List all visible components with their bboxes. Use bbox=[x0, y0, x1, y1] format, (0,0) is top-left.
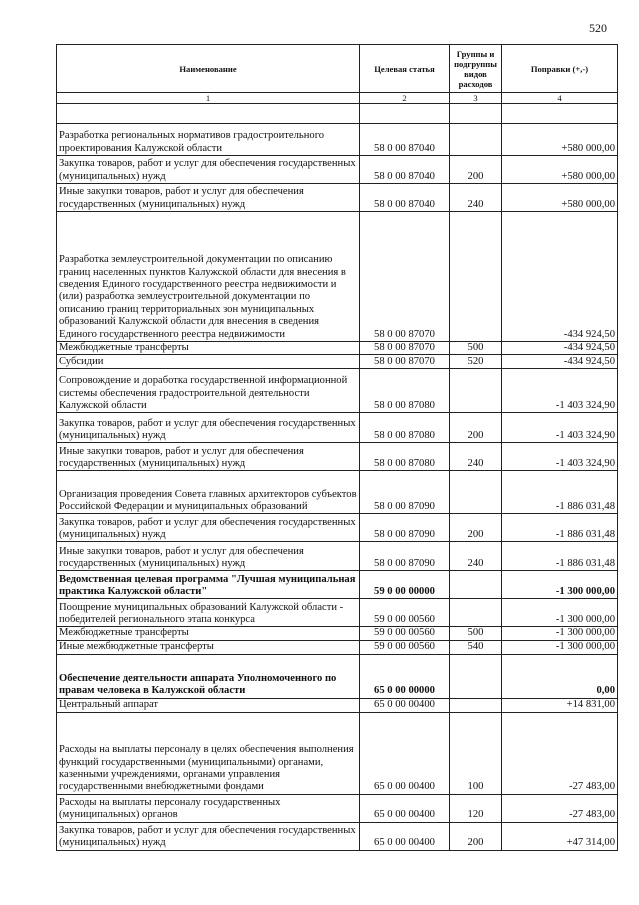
row-name: Сопровождение и доработка государственной информационной системы обеспечения градостроительной деятельности Калужской области bbox=[57, 369, 360, 413]
row-name: Организация проведения Совета главных архитекторов субъектов Российской Федерации и муниципальных образований bbox=[57, 471, 360, 514]
row-target-code: 58 0 00 87040 bbox=[360, 184, 450, 212]
row-target-code: 59 0 00 00560 bbox=[360, 640, 450, 654]
column-number: 1 bbox=[57, 93, 360, 104]
column-number: 3 bbox=[450, 93, 502, 104]
spacer-row bbox=[57, 104, 618, 124]
row-name: Ведомственная целевая программа "Лучшая муниципальная практика Калужской области" bbox=[57, 571, 360, 599]
row-expense-group: 240 bbox=[450, 184, 502, 212]
table-row bbox=[57, 599, 618, 627]
row-target-code: 58 0 00 87080 bbox=[360, 369, 450, 413]
row-amendment: -434 924,50 bbox=[502, 212, 618, 342]
table-row bbox=[57, 822, 618, 850]
row-expense-group: 200 bbox=[450, 156, 502, 184]
row-name: Разработка землеустроительной документации по описанию границ населенных пунктов Калужской области для внесения в сведения Единого государственного реестра недвижимости и (или) разработка землеустроительной документации по описанию границ территориальных зон муниципальных образований Калужской области для внесения в сведения Единого государственного реестра недвижимости bbox=[57, 212, 360, 342]
row-expense-group bbox=[450, 654, 502, 698]
column-number: 4 bbox=[502, 93, 618, 104]
row-name: Закупка товаров, работ и услуг для обеспечения государственных (муниципальных) нужд bbox=[57, 156, 360, 184]
table-row bbox=[57, 156, 618, 184]
row-target-code: 65 0 00 00400 bbox=[360, 794, 450, 822]
row-target-code: 65 0 00 00000 bbox=[360, 654, 450, 698]
row-amendment: 0,00 bbox=[502, 654, 618, 698]
table-row bbox=[57, 124, 618, 156]
table-row bbox=[57, 212, 618, 342]
row-amendment: -1 300 000,00 bbox=[502, 640, 618, 654]
row-name: Закупка товаров, работ и услуг для обеспечения государственных (муниципальных) нужд bbox=[57, 413, 360, 443]
table-row bbox=[57, 514, 618, 542]
row-expense-group: 200 bbox=[450, 822, 502, 850]
table-row bbox=[57, 698, 618, 712]
row-expense-group: 500 bbox=[450, 627, 502, 640]
row-target-code: 58 0 00 87080 bbox=[360, 413, 450, 443]
header-expense-groups: Группы и подгруппы видов расходов bbox=[450, 45, 502, 93]
row-name: Закупка товаров, работ и услуг для обеспечения государственных (муниципальных) нужд bbox=[57, 514, 360, 542]
header-name: Наименование bbox=[57, 45, 360, 93]
table-row bbox=[57, 571, 618, 599]
row-expense-group bbox=[450, 471, 502, 514]
row-amendment: -1 403 324,90 bbox=[502, 413, 618, 443]
table-row bbox=[57, 369, 618, 413]
row-target-code: 58 0 00 87070 bbox=[360, 212, 450, 342]
table-row bbox=[57, 542, 618, 571]
table-row bbox=[57, 627, 618, 640]
row-name: Разработка региональных нормативов градостроительного проектирования Калужской области bbox=[57, 124, 360, 156]
header-target-article: Целевая статья bbox=[360, 45, 450, 93]
row-target-code: 65 0 00 00400 bbox=[360, 698, 450, 712]
table-row bbox=[57, 342, 618, 355]
row-name: Иные закупки товаров, работ и услуг для обеспечения государственных (муниципальных) нужд bbox=[57, 542, 360, 571]
row-amendment: -1 886 031,48 bbox=[502, 471, 618, 514]
row-name: Иные закупки товаров, работ и услуг для обеспечения государственных (муниципальных) нужд bbox=[57, 443, 360, 471]
table-row bbox=[57, 712, 618, 794]
table-row bbox=[57, 471, 618, 514]
row-name: Расходы на выплаты персоналу государственных (муниципальных) органов bbox=[57, 794, 360, 822]
table-body bbox=[57, 104, 618, 851]
row-expense-group bbox=[450, 571, 502, 599]
row-expense-group bbox=[450, 698, 502, 712]
row-expense-group: 240 bbox=[450, 542, 502, 571]
row-amendment: +580 000,00 bbox=[502, 184, 618, 212]
row-expense-group: 520 bbox=[450, 355, 502, 369]
row-amendment: -1 886 031,48 bbox=[502, 542, 618, 571]
row-target-code: 58 0 00 87070 bbox=[360, 355, 450, 369]
column-number-row bbox=[57, 93, 618, 104]
table-row bbox=[57, 184, 618, 212]
row-amendment: -27 483,00 bbox=[502, 794, 618, 822]
row-target-code: 58 0 00 87040 bbox=[360, 156, 450, 184]
row-name: Межбюджетные трансферты bbox=[57, 627, 360, 640]
row-expense-group: 240 bbox=[450, 443, 502, 471]
row-expense-group bbox=[450, 599, 502, 627]
header-amendments: Поправки (+,-) bbox=[502, 45, 618, 93]
row-name: Межбюджетные трансферты bbox=[57, 342, 360, 355]
table-row bbox=[57, 443, 618, 471]
row-name: Обеспечение деятельности аппарата Уполномоченного по правам человека в Калужской области bbox=[57, 654, 360, 698]
row-amendment: +47 314,00 bbox=[502, 822, 618, 850]
row-amendment: -1 886 031,48 bbox=[502, 514, 618, 542]
row-amendment: -1 300 000,00 bbox=[502, 571, 618, 599]
header-row bbox=[57, 45, 618, 93]
row-name: Расходы на выплаты персоналу в целях обеспечения выполнения функций государственными (муниципальными) органами, казенными учреждениями, органами управления государственными внебюджетными фондами bbox=[57, 712, 360, 794]
row-amendment: -1 300 000,00 bbox=[502, 627, 618, 640]
row-target-code: 59 0 00 00560 bbox=[360, 627, 450, 640]
row-amendment: +580 000,00 bbox=[502, 124, 618, 156]
row-target-code: 58 0 00 87090 bbox=[360, 471, 450, 514]
row-target-code: 59 0 00 00000 bbox=[360, 571, 450, 599]
row-name: Субсидии bbox=[57, 355, 360, 369]
table-row bbox=[57, 794, 618, 822]
row-target-code: 58 0 00 87090 bbox=[360, 514, 450, 542]
row-name: Поощрение муниципальных образований Калужской области - победителей регионального этапа конкурса bbox=[57, 599, 360, 627]
row-amendment: -1 403 324,90 bbox=[502, 369, 618, 413]
row-amendment: -27 483,00 bbox=[502, 712, 618, 794]
row-amendment: -434 924,50 bbox=[502, 342, 618, 355]
row-expense-group bbox=[450, 124, 502, 156]
row-expense-group: 200 bbox=[450, 514, 502, 542]
row-amendment: +580 000,00 bbox=[502, 156, 618, 184]
row-name: Центральный аппарат bbox=[57, 698, 360, 712]
column-number: 2 bbox=[360, 93, 450, 104]
row-amendment: +14 831,00 bbox=[502, 698, 618, 712]
row-expense-group: 100 bbox=[450, 712, 502, 794]
table-row bbox=[57, 654, 618, 698]
row-target-code: 58 0 00 87080 bbox=[360, 443, 450, 471]
budget-amendments-table bbox=[56, 44, 618, 851]
row-expense-group: 120 bbox=[450, 794, 502, 822]
row-name: Иные межбюджетные трансферты bbox=[57, 640, 360, 654]
row-expense-group bbox=[450, 212, 502, 342]
row-name: Иные закупки товаров, работ и услуг для обеспечения государственных (муниципальных) нужд bbox=[57, 184, 360, 212]
row-expense-group bbox=[450, 369, 502, 413]
row-target-code: 58 0 00 87070 bbox=[360, 342, 450, 355]
row-expense-group: 200 bbox=[450, 413, 502, 443]
row-expense-group: 540 bbox=[450, 640, 502, 654]
row-name: Закупка товаров, работ и услуг для обеспечения государственных (муниципальных) нужд bbox=[57, 822, 360, 850]
table-row bbox=[57, 413, 618, 443]
row-target-code: 59 0 00 00560 bbox=[360, 599, 450, 627]
row-expense-group: 500 bbox=[450, 342, 502, 355]
page-number: 520 bbox=[589, 21, 607, 35]
row-target-code: 58 0 00 87090 bbox=[360, 542, 450, 571]
row-amendment: -434 924,50 bbox=[502, 355, 618, 369]
row-amendment: -1 403 324,90 bbox=[502, 443, 618, 471]
table-row bbox=[57, 355, 618, 369]
row-target-code: 58 0 00 87040 bbox=[360, 124, 450, 156]
row-amendment: -1 300 000,00 bbox=[502, 599, 618, 627]
row-target-code: 65 0 00 00400 bbox=[360, 822, 450, 850]
row-target-code: 65 0 00 00400 bbox=[360, 712, 450, 794]
table-row bbox=[57, 640, 618, 654]
